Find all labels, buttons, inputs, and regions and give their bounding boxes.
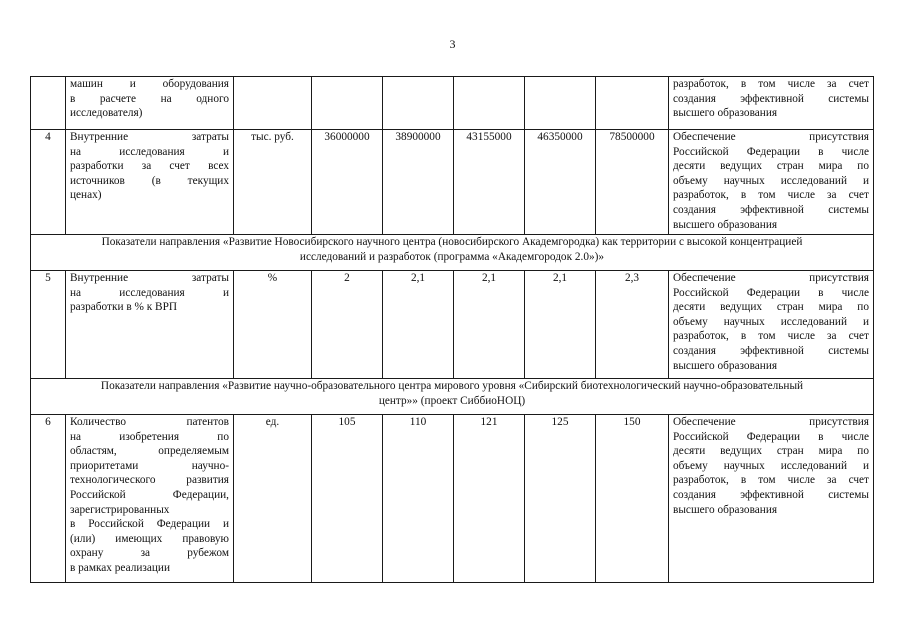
goal-description-line: высшего образования	[673, 359, 778, 372]
indicator-value-year-3	[454, 77, 525, 130]
indicator-name-line: охрану за рубежом	[70, 547, 229, 560]
indicator-value-year-1	[312, 77, 383, 130]
table-row	[31, 271, 874, 379]
indicator-value-year-5: 2,3	[596, 271, 669, 379]
goal-description-line: Обеспечение присутствия	[673, 131, 869, 143]
indicator-name-line: на исследования и	[70, 286, 229, 299]
indicator-name-line: разработки за счет всех	[70, 160, 229, 173]
goal-description-line: объему научных исследований и	[673, 174, 869, 187]
section-title	[31, 235, 874, 271]
indicator-value-year-5: 78500000	[596, 130, 669, 235]
indicator-name-line: технологического развития	[70, 474, 229, 487]
indicator-value-year-3: 121	[454, 415, 525, 583]
section-header-row	[31, 235, 874, 271]
goal-description-line: десяти ведущих стран мира по	[673, 160, 869, 173]
goal-description-line: высшего образования	[673, 218, 778, 231]
table-row	[31, 415, 874, 583]
goal-description	[669, 77, 874, 130]
indicator-name-line: Внутренние затраты	[70, 272, 229, 284]
section-title-line: исследований и разработок (программа «Академгородок 2.0»)»	[299, 251, 605, 263]
row-number: 5	[31, 271, 66, 379]
indicator-name-line: ценах)	[70, 189, 102, 202]
goal-description-line: высшего образования	[673, 503, 778, 516]
goal-description-line: объему научных исследований и	[673, 459, 869, 472]
section-title	[31, 379, 874, 415]
goal-description-line: десяти ведущих стран мира по	[673, 301, 869, 314]
goal-description-line: разработок, в том числе за счет	[673, 78, 869, 90]
goal-description-line: Российской Федерации в числе	[673, 145, 869, 158]
goal-description-line: Российской Федерации в числе	[673, 286, 869, 299]
row-number	[31, 77, 66, 130]
table-row	[31, 130, 874, 235]
indicator-value-year-2: 2,1	[383, 271, 454, 379]
row-number: 6	[31, 415, 66, 583]
indicator-value-year-4: 125	[525, 415, 596, 583]
goal-description	[669, 271, 874, 379]
indicator-name-line: областям, определяемым	[70, 445, 229, 458]
indicator-name	[66, 130, 234, 235]
indicator-value-year-4	[525, 77, 596, 130]
page-number: 3	[449, 37, 456, 51]
indicator-name-line: в расчете на одного	[70, 92, 229, 105]
indicator-name	[66, 271, 234, 379]
indicator-name-line: разработки в % к ВРП	[70, 301, 178, 314]
indicator-name-line: на изобретения по	[70, 430, 229, 443]
unit-of-measure: ед.	[234, 415, 312, 583]
indicator-name-line: в рамках реализации	[70, 561, 170, 574]
indicator-value-year-1: 2	[312, 271, 383, 379]
indicator-value-year-1: 105	[312, 415, 383, 583]
unit-of-measure: тыс. руб.	[234, 130, 312, 235]
indicator-value-year-2: 38900000	[383, 130, 454, 235]
goal-description-line: Российской Федерации в числе	[673, 430, 869, 443]
indicator-name-line: машин и оборудования	[70, 78, 229, 90]
indicator-name-line: Количество патентов	[70, 416, 229, 428]
indicators-table	[30, 76, 874, 583]
section-title-line: Показатели направления «Развитие научно-образовательного центра мирового уровня «Сибирский биотехнологический научно-образовательный	[100, 380, 804, 392]
indicator-name-line: приоритетами научно-	[70, 459, 229, 472]
indicator-value-year-1: 36000000	[312, 130, 383, 235]
indicator-name-line: исследователя)	[70, 107, 143, 120]
indicator-name	[66, 415, 234, 583]
goal-description-line: создания эффективной системы	[673, 92, 869, 105]
section-title-line: Показатели направления «Развитие Новосибирского научного центра (новосибирского Академгородка) как территории с высокой концентрацией	[101, 236, 803, 248]
indicator-name-line: в Российской Федерации и	[70, 518, 229, 531]
indicator-name-line: (или) имеющих правовую	[70, 532, 229, 545]
indicator-name-line: на исследования и	[70, 145, 229, 158]
indicator-value-year-3: 43155000	[454, 130, 525, 235]
goal-description-line: десяти ведущих стран мира по	[673, 445, 869, 458]
indicators-table-body	[31, 77, 874, 583]
indicator-value-year-5: 150	[596, 415, 669, 583]
table-row	[31, 77, 874, 130]
goal-description-line: Обеспечение присутствия	[673, 416, 869, 428]
indicator-name-line: зарегистрированных	[70, 503, 170, 516]
indicator-name-line: Российской Федерации,	[70, 488, 229, 501]
goal-description-line: создания эффективной системы	[673, 344, 869, 357]
row-number: 4	[31, 130, 66, 235]
section-title-line: центр»» (проект СиббиоНОЦ)	[378, 395, 526, 407]
indicator-value-year-2: 110	[383, 415, 454, 583]
indicator-value-year-3: 2,1	[454, 271, 525, 379]
indicator-value-year-2	[383, 77, 454, 130]
goal-description-line: разработок, в том числе за счет	[673, 189, 869, 202]
goal-description-line: Обеспечение присутствия	[673, 272, 869, 284]
indicator-name-line: источников (в текущих	[70, 174, 229, 187]
indicator-name	[66, 77, 234, 130]
indicator-value-year-5	[596, 77, 669, 130]
section-header-row	[31, 379, 874, 415]
goal-description	[669, 130, 874, 235]
goal-description-line: объему научных исследований и	[673, 315, 869, 328]
goal-description-line: создания эффективной системы	[673, 488, 869, 501]
goal-description-line: разработок, в том числе за счет	[673, 330, 869, 343]
indicator-value-year-4: 2,1	[525, 271, 596, 379]
unit-of-measure: %	[234, 271, 312, 379]
indicator-name-line: Внутренние затраты	[70, 131, 229, 143]
unit-of-measure	[234, 77, 312, 130]
goal-description-line: разработок, в том числе за счет	[673, 474, 869, 487]
goal-description-line: создания эффективной системы	[673, 203, 869, 216]
goal-description-line: высшего образования	[673, 107, 778, 120]
goal-description	[669, 415, 874, 583]
indicator-value-year-4: 46350000	[525, 130, 596, 235]
